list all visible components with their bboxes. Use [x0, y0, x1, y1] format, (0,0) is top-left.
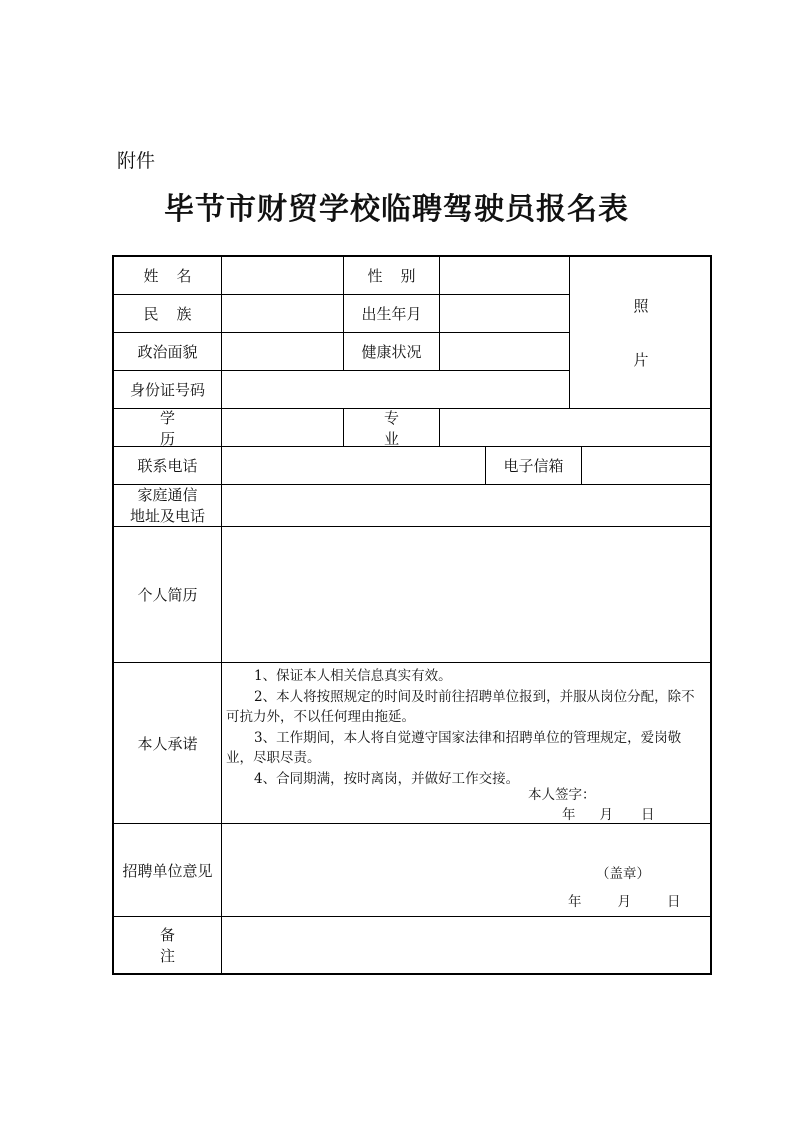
id-field[interactable] [222, 371, 570, 409]
opinion-date-day: 日 [667, 894, 681, 910]
id-label: 身份证号码 [114, 371, 222, 409]
birth-field[interactable] [440, 295, 570, 333]
opinion-field[interactable] [222, 824, 712, 917]
address-label-line-1: 家庭通信 [137, 485, 198, 504]
remarks-label: 备注 [114, 917, 222, 973]
email-field[interactable] [582, 447, 712, 485]
pledge-item-2: 2、本人将按照规定的时间及时前往招聘单位报到，并服从岗位分配，除不可抗力外，不以任何理由拖延。 [226, 688, 695, 725]
political-label: 政治面貌 [114, 333, 222, 371]
pledge-item-1: 1、保证本人相关信息真实有效。 [254, 668, 452, 684]
pledge-date [562, 805, 655, 826]
resume-label: 个人简历 [114, 527, 222, 663]
birth-label: 出生年月 [344, 295, 440, 333]
address-label-line-2: 地址及电话 [129, 506, 205, 525]
ethnicity-field[interactable] [222, 295, 344, 333]
ethnicity-label: 民族 [114, 295, 222, 333]
political-field[interactable] [222, 333, 344, 371]
address-label [114, 485, 222, 527]
remarks-field[interactable] [222, 917, 712, 973]
gender-field[interactable] [440, 257, 570, 295]
attachment-label: 附件 [117, 150, 156, 172]
registration-form [112, 255, 712, 975]
email-label: 电子信箱 [486, 447, 582, 485]
pledge-content [222, 663, 712, 824]
address-field[interactable] [222, 485, 712, 527]
photo-label-2: 片 [633, 350, 649, 369]
photo-box[interactable] [570, 257, 712, 409]
signature-label: 本人签字： [528, 787, 596, 803]
phone-label: 联系电话 [114, 447, 222, 485]
health-field[interactable] [440, 333, 570, 371]
education-field[interactable] [222, 409, 344, 447]
name-label: 姓名 [114, 257, 222, 295]
resume-field[interactable] [222, 527, 712, 663]
opinion-date [568, 890, 681, 910]
opinion-label: 招聘单位意见 [114, 824, 222, 917]
seal-label: （盖章） [596, 866, 650, 882]
health-label: 健康状况 [344, 333, 440, 371]
pledge-date-day: 日 [641, 807, 655, 823]
name-field[interactable] [222, 257, 344, 295]
major-label: 专业 [344, 409, 440, 447]
gender-label: 性别 [344, 257, 440, 295]
pledge-date-month: 月 [599, 807, 613, 823]
photo-label-1: 照 [633, 296, 649, 315]
phone-field[interactable] [222, 447, 486, 485]
opinion-date-month: 月 [617, 894, 631, 910]
pledge-label: 本人承诺 [114, 663, 222, 824]
major-field[interactable] [440, 409, 712, 447]
pledge-date-year: 年 [562, 807, 576, 823]
pledge-item-4: 4、合同期满，按时离岗，并做好工作交接。 [254, 770, 520, 787]
form-title: 毕节市财贸学校临聘驾驶员报名表 [164, 192, 629, 227]
education-label: 学历 [114, 409, 222, 447]
opinion-date-year: 年 [568, 894, 582, 910]
pledge-item-3: 3、工作期间，本人将自觉遵守国家法律和招聘单位的管理规定，爱岗敬业，尽职尽责。 [226, 729, 682, 766]
